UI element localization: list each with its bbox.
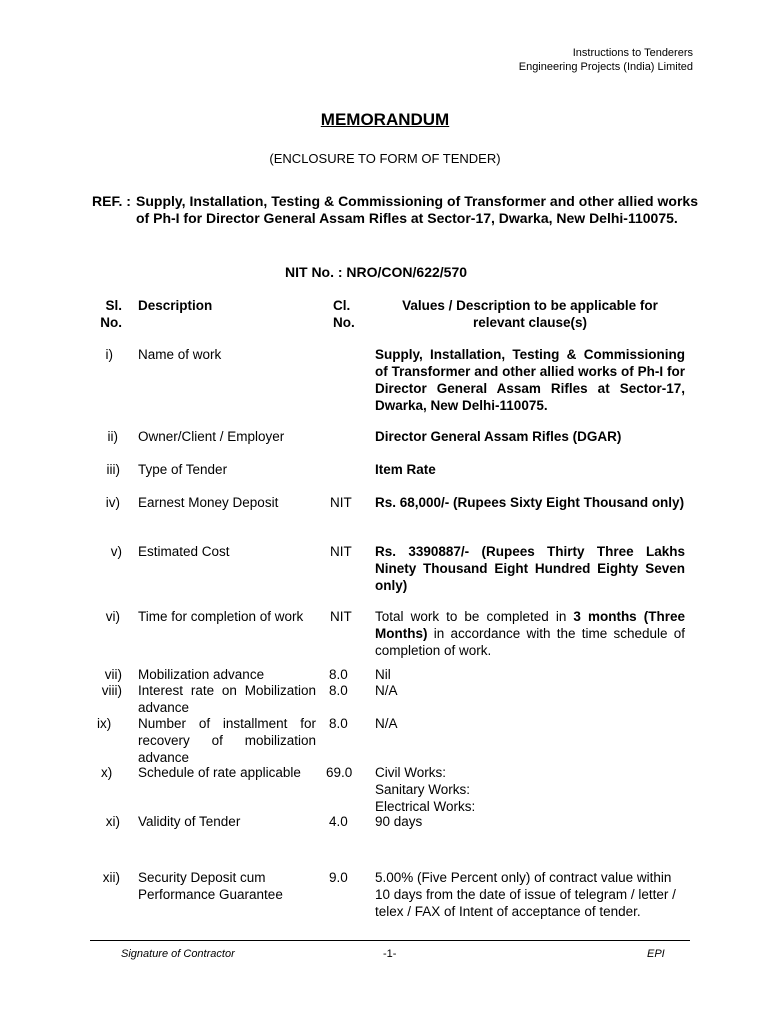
- row-value: Supply, Installation, Testing & Commissioning of Transformer and other allied works of Ph-I for Director General Assam Rifles at Sector-17, Dwarka, New Delhi-110075.: [375, 347, 685, 413]
- value-emphasis: 3 months (Three Months): [375, 609, 686, 641]
- value-line: Sanitary Works:: [375, 782, 471, 797]
- row-description: Owner/Client / Employer: [138, 429, 285, 444]
- footer-right: EPI: [647, 948, 665, 960]
- reference-block: [92, 193, 698, 227]
- header-values-line2: relevant clause(s): [472, 315, 588, 330]
- page-title: MEMORANDUM: [320, 110, 450, 129]
- row-clause: 9.0: [329, 870, 348, 885]
- row-sl: ii): [107, 429, 118, 444]
- row-value: N/A: [375, 716, 398, 731]
- row-description: Schedule of rate applicable: [138, 765, 301, 780]
- doc-header: [519, 46, 693, 74]
- row-clause: NIT: [330, 495, 352, 510]
- header-line-2: Engineering Projects (India) Limited: [518, 61, 693, 73]
- header-cl-line2: No.: [333, 315, 355, 330]
- row-clause: 8.0: [329, 667, 348, 682]
- row-clause: 8.0: [329, 683, 348, 698]
- row-sl: v): [110, 544, 122, 559]
- row-sl: i): [105, 347, 113, 362]
- row-description: Time for completion of work: [138, 609, 304, 624]
- row-description: Mobilization advance: [138, 667, 265, 682]
- page-subtitle: (ENCLOSURE TO FORM OF TENDER): [269, 151, 501, 166]
- row-sl: x): [101, 765, 113, 780]
- page-number: -1-: [383, 948, 397, 960]
- row-value: Item Rate: [375, 462, 436, 477]
- row-value: [375, 764, 475, 815]
- row-description: Earnest Money Deposit: [138, 495, 279, 510]
- header-sl: [92, 297, 122, 331]
- row-clause: 69.0: [326, 765, 353, 780]
- row-description: Number of installment for recovery of mobilization advance: [138, 716, 316, 765]
- row-description: Interest rate on Mobilization advance: [138, 683, 316, 715]
- row-value: 90 days: [375, 814, 423, 829]
- row-sl: iv): [105, 495, 120, 510]
- header-values-line1: Values / Description to be applicable for: [402, 298, 658, 313]
- row-sl: vi): [105, 609, 120, 624]
- row-clause: 8.0: [329, 716, 348, 731]
- value-text: in accordance with the time schedule of completion of work.: [375, 626, 685, 658]
- footer-signature: Signature of Contractor: [121, 948, 235, 960]
- header-cl: [333, 297, 355, 331]
- row-clause: NIT: [330, 609, 352, 624]
- row-value: N/A: [375, 683, 398, 698]
- row-description: Estimated Cost: [138, 544, 230, 559]
- header-sl-line2: No.: [100, 315, 122, 330]
- value-line: Electrical Works:: [375, 799, 476, 814]
- row-value: Rs. 68,000/- (Rupees Sixty Eight Thousand only): [375, 495, 685, 510]
- ref-label: REF. :: [92, 193, 131, 209]
- row-sl: xi): [105, 814, 120, 829]
- row-sl: xii): [102, 870, 120, 885]
- row-clause: NIT: [330, 544, 352, 559]
- row-sl: iii): [106, 462, 120, 477]
- row-description: Validity of Tender: [138, 814, 241, 829]
- row-value: Rs. 3390887/- (Rupees Thirty Three Lakhs Ninety Thousand Eight Hundred Eighty Seven only): [375, 544, 685, 593]
- row-sl: vii): [104, 667, 122, 682]
- row-clause: 4.0: [329, 814, 348, 829]
- footer-divider: [90, 940, 690, 941]
- row-sl: ix): [97, 716, 112, 731]
- header-values: [375, 297, 685, 331]
- header-description: Description: [138, 298, 213, 313]
- row-value: 5.00% (Five Percent only) of contract value within 10 days from the date of issue of telegram / letter / telex / FAX of Intent of acceptance of tender.: [375, 870, 676, 919]
- value-line: Civil Works:: [375, 765, 447, 780]
- row-description: Name of work: [138, 347, 222, 362]
- header-cl-line1: Cl.: [333, 298, 351, 313]
- row-description: Type of Tender: [138, 462, 228, 477]
- ref-text: Supply, Installation, Testing & Commissioning of Transformer and other allied works of Ph-I for Director General Assam Rifles at Sector-17, Dwarka, New Delhi-110075.: [136, 193, 698, 226]
- header-sl-line1: Sl.: [105, 298, 122, 313]
- row-value: Director General Assam Rifles (DGAR): [375, 429, 622, 444]
- value-text: Total work to be completed in: [375, 609, 574, 624]
- row-value: [375, 608, 685, 659]
- row-sl: viii): [101, 683, 122, 698]
- nit-number: NIT No. : NRO/CON/622/570: [285, 264, 468, 280]
- header-line-1: Instructions to Tenderers: [572, 47, 693, 59]
- row-value: Nil: [375, 667, 391, 682]
- row-description: Security Deposit cum Performance Guarantee: [138, 870, 283, 902]
